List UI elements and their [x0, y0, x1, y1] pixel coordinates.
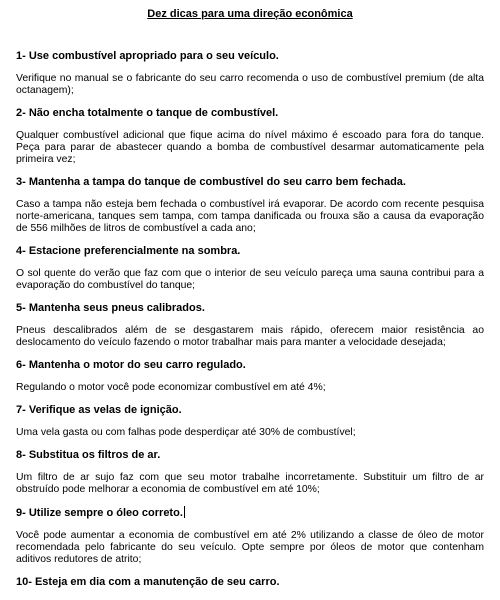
document-title: Dez dicas para uma direção econômica [147, 8, 353, 20]
tip-5-body: Pneus descalibrados além de se desgastarem mais rápido, oferecem maior resistência ao deslocamento do veículo fazendo o motor trabalhar mais para manter a velocidade desejada; [16, 325, 484, 348]
tip-7-heading: 7- Verifique as velas de ignição. [16, 404, 182, 416]
tip-9-heading: 9- Utilize sempre o óleo correto. [16, 507, 183, 519]
text-cursor [184, 506, 185, 518]
tip-6-heading: 6- Mantenha o motor do seu carro regulado. [16, 359, 246, 371]
tip-5-heading: 5- Mantenha seus pneus calibrados. [16, 302, 205, 314]
tip-6-body: Regulando o motor você pode economizar combustível em até 4%; [16, 382, 326, 393]
tip-1-body: Verifique no manual se o fabricante do seu carro recomenda o uso de combustível premium (de alta octanagem); [16, 73, 484, 96]
tip-10-heading: 10- Esteja em dia com a manutenção de seu carro. [16, 576, 280, 588]
tip-3-body: Caso a tampa não esteja bem fechada o combustível irá evaporar. De acordo com recente pesquisa norte-americana, tanques sem tampa, com tampa danificada ou frouxa são a causa da evaporação de 556 milhões de litros de combustível a cada ano; [16, 199, 484, 234]
tip-9-heading-line [16, 506, 484, 520]
tip-3-heading: 3- Mantenha a tampa do tanque de combustível do seu carro bem fechada. [16, 176, 406, 188]
tip-8-heading: 8- Substitua os filtros de ar. [16, 449, 161, 461]
tip-2-heading: 2- Não encha totalmente o tanque de combustível. [16, 107, 279, 119]
tip-8-body: Um filtro de ar sujo faz com que seu motor trabalhe incorretamente. Substituir um filtro de ar obstruído pode melhorar a economia de combustível em até 10%; [16, 472, 484, 495]
tip-7-body: Uma vela gasta ou com falhas pode desperdiçar até 30% de combustível; [16, 427, 356, 438]
tip-4-body: O sol quente do verão que faz com que o interior de seu veículo pareça uma sauna contribui para a evaporação do combustível do tanque; [16, 268, 484, 291]
tip-1-heading: 1- Use combustível apropriado para o seu veículo. [16, 50, 279, 62]
tip-2-body: Qualquer combustível adicional que fique acima do nível máximo é escoado para fora do tanque. Peça para parar de abastecer quando a bomba de combustível desarmar automaticamente pela primeira vez; [16, 130, 484, 165]
tip-9-body: Você pode aumentar a economia de combustível em até 2% utilizando a classe de óleo de motor recomendada pelo fabricante do seu veículo. Opte sempre por óleos de motor que contenham aditivos redutores de atrito; [16, 530, 484, 565]
tip-4-heading: 4- Estacione preferencialmente na sombra. [16, 245, 241, 257]
